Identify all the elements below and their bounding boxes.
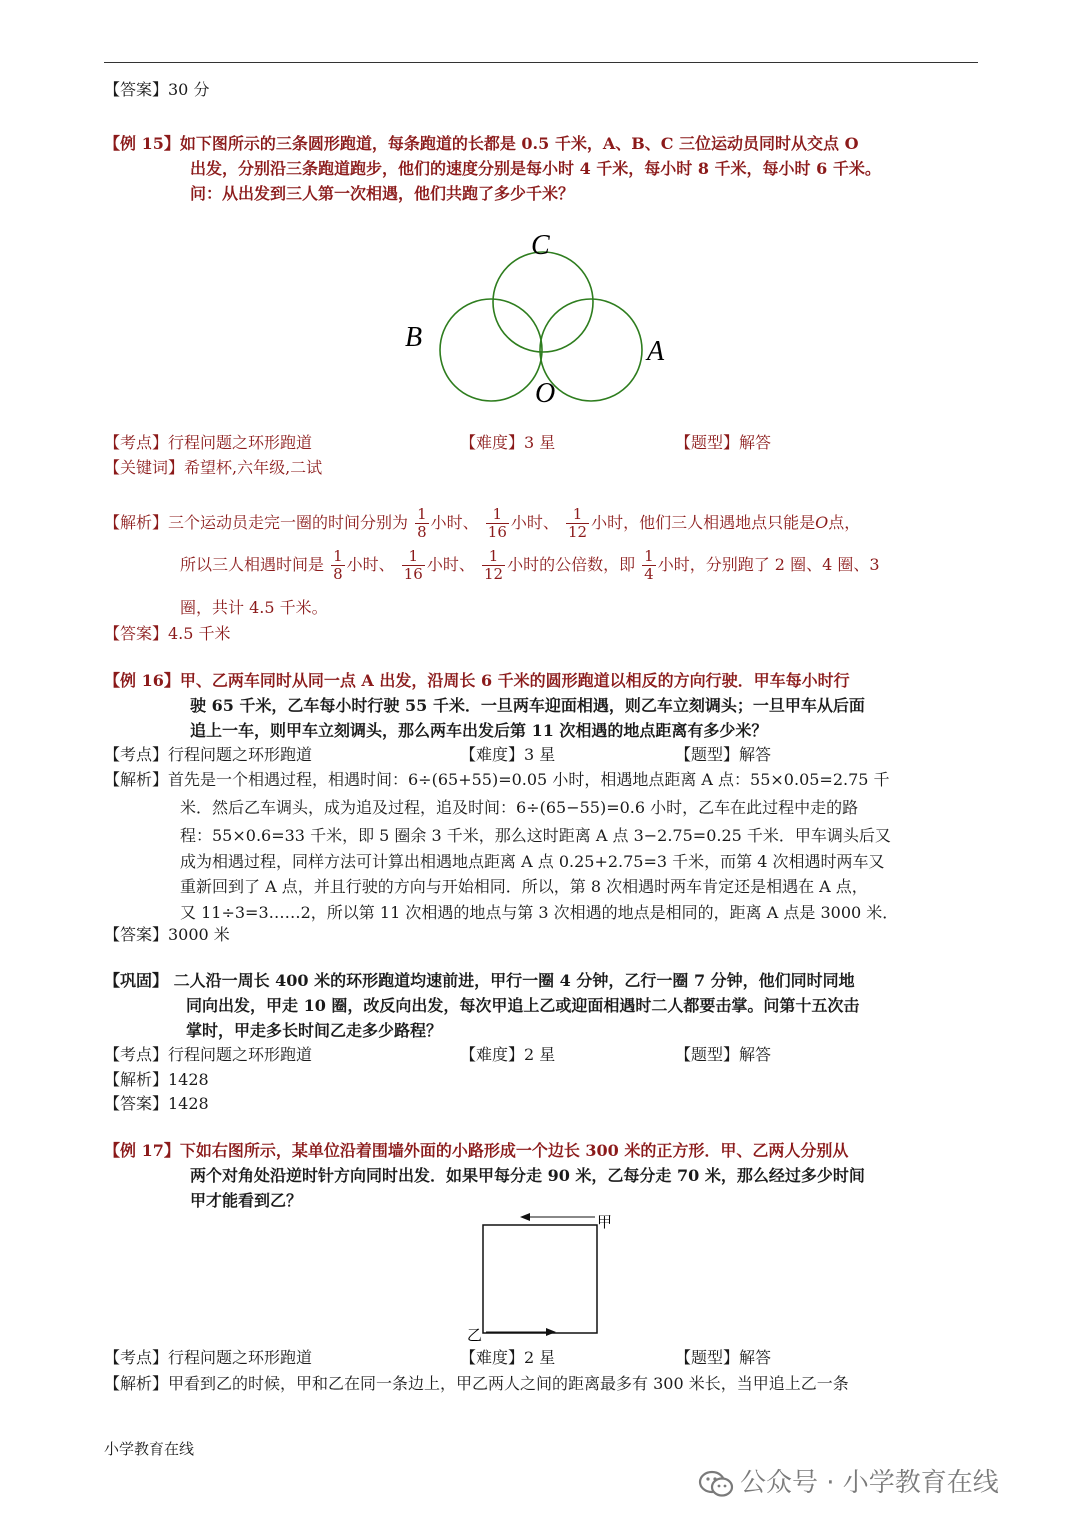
header-rule bbox=[104, 62, 978, 63]
ex16-question-line-3: 追上一车，则甲车立刻调头，那么两车出发后第 11 次相遇的地点距离有多少米？ bbox=[190, 721, 768, 740]
label-jia: 甲 bbox=[597, 1213, 613, 1231]
label-yi: 乙 bbox=[467, 1326, 483, 1344]
ex16-question-line-2: 驶 65 千米，乙车每小时行驶 55 千米．一旦两车迎面相遇，则乙车立刻调头；一旦甲车从后面 bbox=[190, 696, 865, 715]
ex16-analysis-3: 程：55×0.6=33 千米，即 5 圈余 3 千米，那么这时距离 A 点 3−2.75=0.25 千米．甲车调头后又 bbox=[180, 826, 891, 845]
fraction-1-16: $\frac{1}{16}$ bbox=[487, 505, 507, 541]
ex16-analysis-6: 又 11÷3=3……2，所以第 11 次相遇的地点与第 3 次相遇的地点是相同的，距离 A 点是 3000 米． bbox=[180, 903, 899, 922]
ex17-question-line-3: 甲才能看到乙？ bbox=[190, 1191, 303, 1210]
label-b: B bbox=[405, 322, 423, 353]
ex16-question-line-1: 【例 16】甲、乙两车同时从同一点 A 出发，沿周长 6 千米的圆形跑道以相反的方向行驶．甲车每小时行 bbox=[104, 671, 850, 690]
square-road-diagram bbox=[462, 1208, 622, 1348]
previous-answer: 【答案】30 分 bbox=[104, 80, 210, 99]
ex16-answer: 【答案】3000 米 bbox=[104, 925, 230, 944]
gonggu-kaodian: 【考点】行程问题之环形跑道 【难度】2 星 【题型】解答 bbox=[104, 1045, 772, 1064]
gonggu-answer: 【答案】1428 bbox=[104, 1094, 209, 1113]
wechat-watermark bbox=[698, 1462, 999, 1499]
square-road bbox=[483, 1225, 597, 1333]
label-c: C bbox=[531, 230, 550, 261]
ex16-analysis-4: 成为相遇过程，同样方法可计算出相遇地点距离 A 点 0.25+2.75=3 千米，而第 4 次相遇时两车又 bbox=[180, 852, 885, 871]
nandu-text: 【难度】3 星 bbox=[460, 433, 556, 452]
ex15-analysis-line-1: 【解析】三个运动员走完一圈的时间分别为 $\frac{1}{8}$ 小时、 $\frac{1}{16}$ 小时、 $\frac{1}{12}$ 小时，他们三人相遇地点只能是O点， bbox=[104, 505, 861, 541]
label-o: O bbox=[535, 378, 556, 409]
yi-arrowhead bbox=[546, 1328, 556, 1336]
footer-source: 小学教育在线 bbox=[104, 1440, 195, 1458]
ex16-analysis-1: 【解析】首先是一个相遇过程，相遇时间：6÷(65+55)=0.05 小时，相遇地点距离 A 点：55×0.05=2.75 千 bbox=[104, 770, 890, 789]
fraction-1-8-b: $\frac{1}{8}$ bbox=[333, 547, 343, 583]
ex16-kaodian: 【考点】行程问题之环形跑道 【难度】3 星 【题型】解答 bbox=[104, 745, 772, 764]
wechat-icon bbox=[698, 1469, 734, 1499]
ex15-question-line-3: 问：从出发到三人第一次相遇，他们共跑了多少千米？ bbox=[190, 184, 575, 203]
jia-arrowhead bbox=[520, 1213, 530, 1221]
ex15-answer: 【答案】4.5 千米 bbox=[104, 624, 231, 643]
ex17-analysis: 【解析】甲看到乙的时候，甲和乙在同一条边上，甲乙两人之间的距离最多有 300 米长，当甲追上乙一条 bbox=[104, 1374, 849, 1393]
ex15-kaodian bbox=[104, 432, 772, 454]
ex15-question-line-1: 【例 15】如下图所示的三条圆形跑道，每条跑道的长都是 0.5 千米，A、B、C 三位运动员同时从交点 O bbox=[104, 134, 859, 153]
fraction-1-16-b: $\frac{1}{16}$ bbox=[403, 547, 423, 583]
gonggu-question-line-2: 同向出发，甲走 10 圈，改反向出发，每次甲追上乙或迎面相遇时二人都要击掌。问第十五次击 bbox=[186, 996, 860, 1015]
three-circles-diagram bbox=[395, 222, 685, 412]
gonggu-question-line-1: 【巩固】 二人沿一周长 400 米的环形跑道均速前进，甲行一圈 4 分钟，乙行一圈 7 分钟，他们同时同地 bbox=[104, 971, 855, 990]
watermark-text: 公众号 · 小学教育在线 bbox=[740, 1468, 999, 1498]
fraction-1-12-b: $\frac{1}{12}$ bbox=[483, 547, 504, 583]
fraction-1-12: $\frac{1}{12}$ bbox=[567, 505, 588, 541]
ex16-analysis-2: 米．然后乙车调头，成为追及过程，追及时间：6÷(65−55)=0.6 小时，乙车在此过程中走的路 bbox=[180, 798, 859, 817]
ex15-question-line-2: 出发，分别沿三条跑道跑步，他们的速度分别是每小时 4 千米，每小时 8 千米，每小时 6 千米。 bbox=[190, 159, 881, 178]
tixing-text: 【题型】解答 bbox=[675, 433, 772, 452]
ex16-analysis-5: 重新回到了 A 点，并且行驶的方向与开始相同．所以，第 8 次相遇时两车肯定还是相遇在 A 点， bbox=[180, 877, 868, 896]
label-a: A bbox=[647, 336, 665, 367]
fraction-1-4: $\frac{1}{4}$ bbox=[644, 547, 654, 583]
ex17-kaodian: 【考点】行程问题之环形跑道 【难度】2 星 【题型】解答 bbox=[104, 1348, 772, 1367]
ex15-analysis-line-2: 所以三人相遇时间是 $\frac{1}{8}$ 小时、 $\frac{1}{16}$ 小时、 $\frac{1}{12}$ 小时的公倍数，即 $\frac{1}{4}$ 小时，分别跑了 2 圈、4 圈、3 bbox=[180, 547, 880, 583]
ex17-question-line-2: 两个对角处沿逆时针方向同时出发．如果甲每分走 90 米，乙每分走 70 米，那么经过多少时间 bbox=[190, 1166, 865, 1185]
fraction-1-8: $\frac{1}{8}$ bbox=[417, 505, 427, 541]
kaodian-text: 【考点】行程问题之环形跑道 bbox=[104, 433, 313, 452]
gonggu-analysis: 【解析】1428 bbox=[104, 1070, 209, 1089]
ex15-keywords: 【关键词】希望杯,六年级,二试 bbox=[104, 458, 323, 477]
ex15-analysis-line-3: 圈，共计 4.5 千米。 bbox=[180, 598, 328, 617]
gonggu-question-line-3: 掌时，甲走多长时间乙走多少路程？ bbox=[186, 1021, 443, 1040]
ex17-question-line-1: 【例 17】下如右图所示，某单位沿着围墙外面的小路形成一个边长 300 米的正方形．甲、乙两人分别从 bbox=[104, 1141, 849, 1160]
